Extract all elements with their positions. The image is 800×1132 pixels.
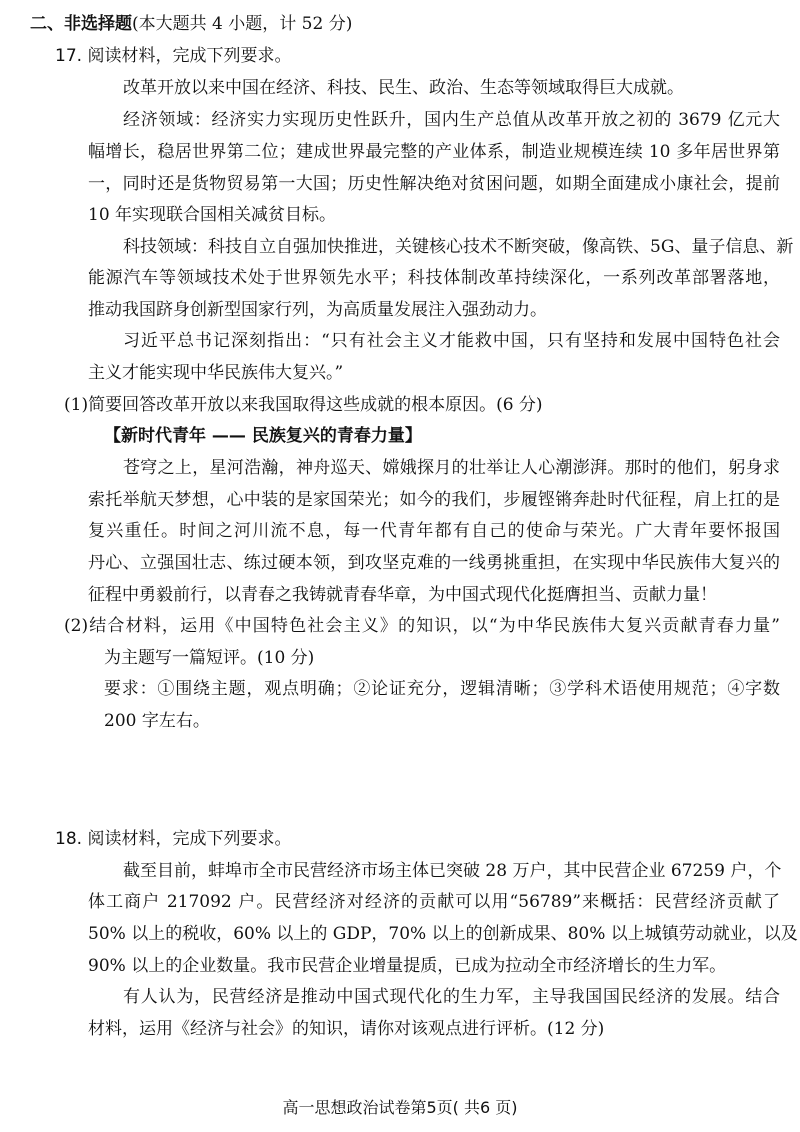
q17-p2-line-1: 经济领域：经济实力实现历史性跃升，国内生产总值从改革开放之初的 3679 亿元大 (123, 110, 780, 130)
q17-p3-line-2: 能源汽车等领域技术处于世界领先水平；科技体制改革持续深化，一系列改革部署落地， (88, 268, 780, 288)
q18-p1-line-1: 截至目前，蚌埠市全市民营经济市场主体已突破 28 万户，其中民营企业 67259 户，个 (123, 861, 782, 881)
q17-subquestion-2-line-2: 为主题写一篇短评。(10 分) (104, 648, 315, 668)
q17-p5-line-3: 复兴重任。时间之河川流不息，每一代青年都有自己的使命与荣光。广大青年要怀报国 (88, 521, 780, 541)
q17-p4-line-1: 习近平总书记深刻指出：“只有社会主义才能救中国，只有坚持和发展中国特色社会 (123, 331, 780, 351)
q17-requirements-line-1: 要求：①围绕主题，观点明确；②论证充分，逻辑清晰；③学科术语使用规范；④字数 (104, 679, 780, 699)
q17-p3-line-3: 推动我国跻身创新型国家行列，为高质量发展注入强劲动力。 (88, 300, 547, 320)
section-heading-note: (本大题共 4 小题，计 52 分) (132, 14, 353, 34)
q17-requirements-line-2: 200 字左右。 (104, 711, 210, 731)
q18-p1-line-2: 体工商户 217092 户。民营经济对经济的贡献可以用“56789”来概括：民营经济贡献了 (88, 892, 780, 912)
q17-material-theme: 【新时代青年 —— 民族复兴的青春力量】 (104, 426, 422, 446)
q17-subquestion-2-line-1: (2)结合材料，运用《中国特色社会主义》的知识，以“为中华民族伟大复兴贡献青春力量” (64, 616, 780, 636)
q17-paragraph-1: 改革开放以来中国在经济、科技、民生、政治、生态等领域取得巨大成就。 (123, 78, 684, 98)
q17-title: 17. 阅读材料，完成下列要求。 (55, 46, 292, 66)
q17-subquestion-1: (1)简要回答改革开放以来我国取得这些成就的根本原因。(6 分) (64, 395, 543, 415)
q17-p5-line-2: 索托举航天梦想，心中装的是家国荣光；如今的我们，步履铿锵奔赴时代征程，肩上扛的是 (88, 490, 780, 510)
q18-p1-line-4: 90% 以上的企业数量。我市民营企业增量提质，已成为拉动全市经济增长的生力军。 (88, 956, 727, 976)
q17-p5-line-5: 征程中勇毅前行，以青春之我铸就青春华章，为中国式现代化挺膺担当、贡献力量！ (88, 585, 717, 605)
q18-p2-line-2: 材料，运用《经济与社会》的知识，请你对该观点进行评析。(12 分) (88, 1019, 605, 1039)
q17-p2-line-3: 一，同时还是货物贸易第一大国；历史性解决绝对贫困问题，如期全面建成小康社会，提前 (88, 174, 780, 194)
section-heading-bold: 二、非选择题 (30, 14, 132, 34)
q18-title: 18. 阅读材料，完成下列要求。 (55, 829, 292, 849)
q17-p4-line-2: 主义才能实现中华民族伟大复兴。” (88, 363, 344, 383)
q17-p2-line-2: 幅增长，稳居世界第二位；建成世界最完整的产业体系，制造业规模连续 10 多年居世界第 (88, 142, 780, 162)
page-footer: 高一思想政治试卷第5页( 共6 页) (282, 1098, 518, 1117)
q17-p2-line-4: 10 年实现联合国相关减贫目标。 (88, 205, 337, 225)
q17-p5-line-1: 苍穹之上，星河浩瀚，神舟巡天、嫦娥探月的壮举让人心潮澎湃。那时的他们，躬身求 (123, 458, 780, 478)
section-heading (30, 14, 352, 34)
q17-p5-line-4: 丹心、立强国壮志、练过硬本领，到攻坚克难的一线勇挑重担，在实现中华民族伟大复兴的 (88, 553, 780, 573)
q18-p2-line-1: 有人认为，民营经济是推动中国式现代化的生力军，主导我国国民经济的发展。结合 (123, 987, 780, 1007)
q18-p1-line-3: 50% 以上的税收，60% 以上的 GDP，70% 以上的创新成果、80% 以上城镇劳动就业，以及 (88, 924, 798, 944)
q17-p3-line-1: 科技领域：科技自立自强加快推进，关键核心技术不断突破，像高铁、5G、量子信息、新 (123, 237, 794, 257)
